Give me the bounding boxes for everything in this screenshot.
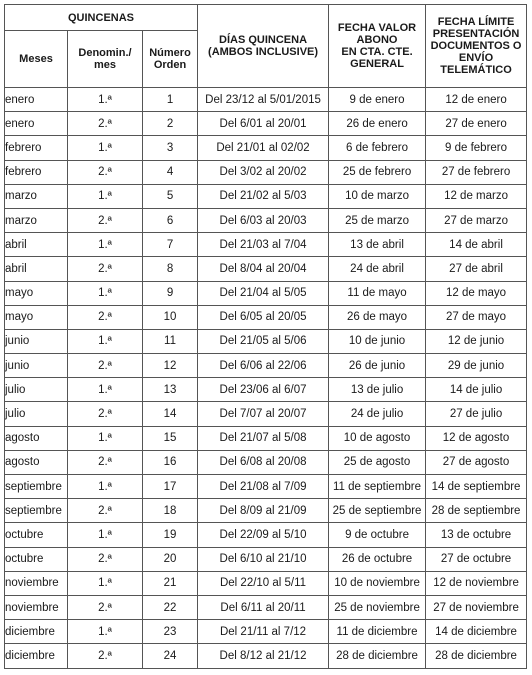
- cell-numero: 14: [143, 402, 198, 426]
- table-row: [5, 329, 527, 353]
- cell-fecha-valor: 25 de agosto: [329, 450, 426, 474]
- table-row: [5, 281, 527, 305]
- cell-mes: febrero: [5, 136, 68, 160]
- cell-fecha-valor: 26 de junio: [329, 354, 426, 378]
- cell-numero: 3: [143, 136, 198, 160]
- cell-numero: 6: [143, 208, 198, 232]
- table-row: [5, 112, 527, 136]
- cell-fecha-valor: 6 de febrero: [329, 136, 426, 160]
- cell-fecha-limite: 27 de febrero: [426, 160, 527, 184]
- cell-numero: 22: [143, 595, 198, 619]
- cell-numero: 15: [143, 426, 198, 450]
- cell-fecha-valor: 10 de agosto: [329, 426, 426, 450]
- header-meses: Meses: [5, 31, 68, 88]
- cell-numero: 5: [143, 184, 198, 208]
- cell-fecha-limite: 27 de julio: [426, 402, 527, 426]
- cell-fecha-valor: 9 de enero: [329, 88, 426, 112]
- table-row: [5, 378, 527, 402]
- cell-numero: 12: [143, 354, 198, 378]
- cell-denomin: 2.ª: [68, 644, 143, 668]
- cell-denomin: 2.ª: [68, 499, 143, 523]
- cell-denomin: 2.ª: [68, 354, 143, 378]
- cell-fecha-limite: 12 de agosto: [426, 426, 527, 450]
- cell-denomin: 1.ª: [68, 620, 143, 644]
- table-row: [5, 571, 527, 595]
- cell-fecha-valor: 11 de diciembre: [329, 620, 426, 644]
- cell-fecha-limite: 12 de mayo: [426, 281, 527, 305]
- header-fecha-limite: [426, 5, 527, 88]
- cell-numero: 1: [143, 88, 198, 112]
- header-dias-quincena: [198, 5, 329, 88]
- header-numero-line: Número: [149, 47, 191, 59]
- cell-fecha-limite: 28 de diciembre: [426, 644, 527, 668]
- cell-dias: Del 8/04 al 20/04: [198, 257, 329, 281]
- cell-mes: febrero: [5, 160, 68, 184]
- header-fecha-limite-line: DOCUMENTOS O: [430, 40, 522, 52]
- cell-denomin: 1.ª: [68, 523, 143, 547]
- cell-dias: Del 21/01 al 02/02: [198, 136, 329, 160]
- cell-denomin: 1.ª: [68, 281, 143, 305]
- table-row: [5, 136, 527, 160]
- cell-mes: enero: [5, 112, 68, 136]
- cell-dias: Del 23/12 al 5/01/2015: [198, 88, 329, 112]
- cell-denomin: 1.ª: [68, 426, 143, 450]
- cell-denomin: 2.ª: [68, 160, 143, 184]
- cell-fecha-limite: 28 de septiembre: [426, 499, 527, 523]
- cell-numero: 9: [143, 281, 198, 305]
- cell-dias: Del 21/08 al 7/09: [198, 475, 329, 499]
- cell-fecha-limite: 12 de enero: [426, 88, 527, 112]
- table-row: [5, 257, 527, 281]
- table-body: [5, 88, 527, 669]
- table-row: [5, 523, 527, 547]
- cell-mes: junio: [5, 354, 68, 378]
- header-fecha-limite-line: TELEMÁTICO: [440, 64, 512, 76]
- cell-mes: noviembre: [5, 595, 68, 619]
- cell-denomin: 1.ª: [68, 136, 143, 160]
- header-dias-line: DÍAS QUINCENA: [219, 34, 308, 46]
- header-denomin: [68, 31, 143, 88]
- cell-dias: Del 3/02 al 20/02: [198, 160, 329, 184]
- cell-denomin: 2.ª: [68, 450, 143, 474]
- table-row: [5, 644, 527, 668]
- cell-mes: septiembre: [5, 499, 68, 523]
- cell-denomin: 1.ª: [68, 475, 143, 499]
- cell-fecha-limite: 27 de marzo: [426, 208, 527, 232]
- cell-denomin: 2.ª: [68, 208, 143, 232]
- cell-mes: diciembre: [5, 644, 68, 668]
- cell-fecha-limite: 14 de julio: [426, 378, 527, 402]
- cell-numero: 8: [143, 257, 198, 281]
- table-row: [5, 499, 527, 523]
- cell-fecha-valor: 10 de junio: [329, 329, 426, 353]
- cell-mes: julio: [5, 402, 68, 426]
- cell-mes: agosto: [5, 450, 68, 474]
- cell-mes: enero: [5, 88, 68, 112]
- header-fecha-valor-line: EN CTA. CTE.: [341, 46, 413, 58]
- table-row: [5, 547, 527, 571]
- cell-numero: 17: [143, 475, 198, 499]
- cell-fecha-valor: 11 de mayo: [329, 281, 426, 305]
- cell-mes: marzo: [5, 184, 68, 208]
- cell-fecha-valor: 26 de octubre: [329, 547, 426, 571]
- cell-dias: Del 21/04 al 5/05: [198, 281, 329, 305]
- cell-mes: julio: [5, 378, 68, 402]
- cell-fecha-valor: 28 de diciembre: [329, 644, 426, 668]
- cell-fecha-limite: 29 de junio: [426, 354, 527, 378]
- cell-fecha-limite: 13 de octubre: [426, 523, 527, 547]
- cell-mes: abril: [5, 257, 68, 281]
- header-fecha-limite-line: FECHA LÍMITE: [437, 16, 515, 28]
- cell-numero: 4: [143, 160, 198, 184]
- table-row: [5, 426, 527, 450]
- cell-fecha-valor: 11 de septiembre: [329, 475, 426, 499]
- cell-numero: 11: [143, 329, 198, 353]
- header-fecha-limite-line: ENVÍO: [458, 52, 494, 64]
- cell-fecha-valor: 10 de marzo: [329, 184, 426, 208]
- header-numero-orden: [143, 31, 198, 88]
- cell-fecha-valor: 25 de septiembre: [329, 499, 426, 523]
- header-fecha-valor-line: FECHA VALOR: [337, 22, 417, 34]
- header-fecha-valor-line: ABONO: [356, 34, 398, 46]
- cell-denomin: 1.ª: [68, 233, 143, 257]
- cell-numero: 2: [143, 112, 198, 136]
- header-fecha-valor: [329, 5, 426, 88]
- cell-dias: Del 21/07 al 5/08: [198, 426, 329, 450]
- cell-dias: Del 8/09 al 21/09: [198, 499, 329, 523]
- table-row: [5, 402, 527, 426]
- cell-mes: diciembre: [5, 620, 68, 644]
- cell-dias: Del 22/10 al 5/11: [198, 571, 329, 595]
- cell-dias: Del 6/06 al 22/06: [198, 354, 329, 378]
- cell-dias: Del 6/08 al 20/08: [198, 450, 329, 474]
- cell-dias: Del 6/10 al 21/10: [198, 547, 329, 571]
- cell-fecha-valor: 9 de octubre: [329, 523, 426, 547]
- cell-fecha-limite: 27 de enero: [426, 112, 527, 136]
- cell-dias: Del 21/03 al 7/04: [198, 233, 329, 257]
- header-fecha-valor-line: GENERAL: [350, 58, 404, 70]
- cell-fecha-valor: 10 de noviembre: [329, 571, 426, 595]
- cell-fecha-valor: 13 de abril: [329, 233, 426, 257]
- cell-numero: 21: [143, 571, 198, 595]
- table-row: [5, 88, 527, 112]
- table-row: [5, 233, 527, 257]
- table-row: [5, 620, 527, 644]
- table-row: [5, 184, 527, 208]
- cell-fecha-limite: 27 de octubre: [426, 547, 527, 571]
- header-numero-line: Orden: [153, 59, 187, 71]
- cell-fecha-limite: 12 de junio: [426, 329, 527, 353]
- cell-fecha-valor: 25 de febrero: [329, 160, 426, 184]
- cell-fecha-limite: 14 de septiembre: [426, 475, 527, 499]
- cell-fecha-limite: 27 de abril: [426, 257, 527, 281]
- cell-numero: 18: [143, 499, 198, 523]
- cell-fecha-valor: 25 de noviembre: [329, 595, 426, 619]
- header-row-group: [5, 5, 527, 31]
- cell-fecha-valor: 24 de julio: [329, 402, 426, 426]
- cell-fecha-limite: 27 de agosto: [426, 450, 527, 474]
- table-row: [5, 354, 527, 378]
- cell-denomin: 2.ª: [68, 257, 143, 281]
- cell-numero: 10: [143, 305, 198, 329]
- cell-denomin: 2.ª: [68, 547, 143, 571]
- cell-mes: mayo: [5, 305, 68, 329]
- cell-fecha-valor: 25 de marzo: [329, 208, 426, 232]
- cell-mes: septiembre: [5, 475, 68, 499]
- cell-fecha-limite: 27 de mayo: [426, 305, 527, 329]
- cell-fecha-limite: 12 de marzo: [426, 184, 527, 208]
- cell-mes: octubre: [5, 523, 68, 547]
- cell-dias: Del 6/11 al 20/11: [198, 595, 329, 619]
- cell-denomin: 1.ª: [68, 378, 143, 402]
- cell-dias: Del 21/02 al 5/03: [198, 184, 329, 208]
- table-row: [5, 475, 527, 499]
- cell-fecha-valor: 26 de enero: [329, 112, 426, 136]
- cell-numero: 16: [143, 450, 198, 474]
- cell-fecha-valor: 13 de julio: [329, 378, 426, 402]
- cell-denomin: 1.ª: [68, 571, 143, 595]
- cell-fecha-limite: 14 de diciembre: [426, 620, 527, 644]
- cell-dias: Del 6/03 al 20/03: [198, 208, 329, 232]
- header-quincenas: QUINCENAS: [5, 5, 198, 31]
- cell-denomin: 2.ª: [68, 402, 143, 426]
- header-denomin-line: Denomin./: [78, 47, 132, 59]
- cell-dias: Del 21/11 al 7/12: [198, 620, 329, 644]
- cell-denomin: 1.ª: [68, 329, 143, 353]
- cell-dias: Del 23/06 al 6/07: [198, 378, 329, 402]
- cell-denomin: 1.ª: [68, 88, 143, 112]
- header-denomin-line: mes: [93, 59, 117, 71]
- cell-fecha-limite: 12 de noviembre: [426, 571, 527, 595]
- cell-numero: 19: [143, 523, 198, 547]
- cell-mes: octubre: [5, 547, 68, 571]
- cell-numero: 23: [143, 620, 198, 644]
- quincenas-table: [4, 4, 527, 669]
- header-fecha-limite-line: PRESENTACIÓN: [432, 28, 520, 40]
- cell-numero: 20: [143, 547, 198, 571]
- cell-dias: Del 8/12 al 21/12: [198, 644, 329, 668]
- cell-fecha-limite: 9 de febrero: [426, 136, 527, 160]
- cell-mes: junio: [5, 329, 68, 353]
- cell-dias: Del 6/01 al 20/01: [198, 112, 329, 136]
- cell-denomin: 1.ª: [68, 184, 143, 208]
- cell-mes: abril: [5, 233, 68, 257]
- cell-dias: Del 21/05 al 5/06: [198, 329, 329, 353]
- table-row: [5, 305, 527, 329]
- cell-mes: noviembre: [5, 571, 68, 595]
- table-header: [5, 5, 527, 88]
- cell-fecha-valor: 24 de abril: [329, 257, 426, 281]
- table-row: [5, 160, 527, 184]
- table-row: [5, 595, 527, 619]
- cell-numero: 7: [143, 233, 198, 257]
- cell-denomin: 2.ª: [68, 112, 143, 136]
- cell-numero: 24: [143, 644, 198, 668]
- cell-fecha-valor: 26 de mayo: [329, 305, 426, 329]
- cell-dias: Del 7/07 al 20/07: [198, 402, 329, 426]
- cell-fecha-limite: 27 de noviembre: [426, 595, 527, 619]
- cell-denomin: 2.ª: [68, 305, 143, 329]
- cell-mes: marzo: [5, 208, 68, 232]
- cell-dias: Del 6/05 al 20/05: [198, 305, 329, 329]
- cell-mes: agosto: [5, 426, 68, 450]
- cell-fecha-limite: 14 de abril: [426, 233, 527, 257]
- header-dias-line: (AMBOS INCLUSIVE): [208, 46, 319, 58]
- cell-numero: 13: [143, 378, 198, 402]
- table-row: [5, 208, 527, 232]
- cell-dias: Del 22/09 al 5/10: [198, 523, 329, 547]
- cell-mes: mayo: [5, 281, 68, 305]
- cell-denomin: 2.ª: [68, 595, 143, 619]
- table-row: [5, 450, 527, 474]
